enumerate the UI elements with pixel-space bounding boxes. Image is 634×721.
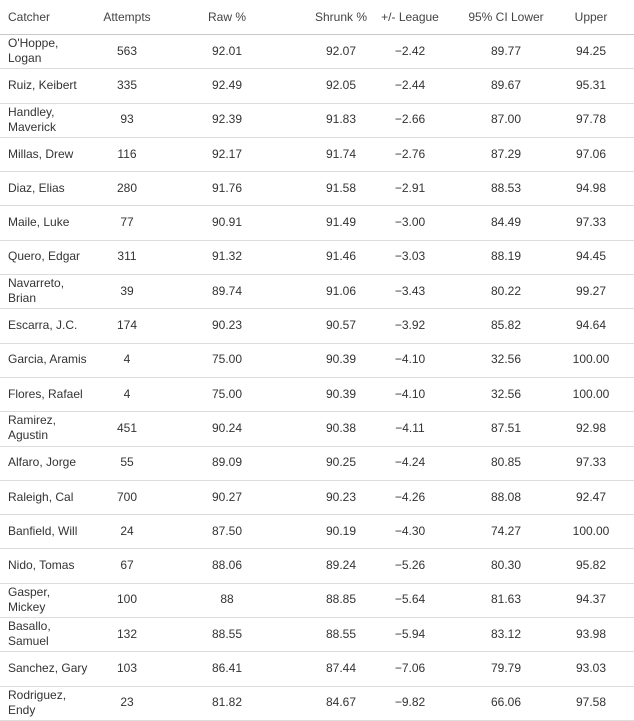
- cell-ci-lower: 80.22: [490, 283, 522, 298]
- header-plus-minus-league: +/- League: [381, 9, 439, 24]
- cell-attempts: 116: [117, 146, 137, 161]
- cell-attempts: 700: [116, 489, 138, 504]
- cell-attempts: 93: [120, 112, 134, 127]
- cell-ci-upper: 92.47: [575, 489, 607, 504]
- cell-ci-upper: 100.00: [572, 352, 610, 367]
- cell-raw-pct: 88.55: [211, 626, 243, 641]
- table-row: [0, 171, 634, 206]
- cell-ci-upper: 93.03: [575, 661, 607, 676]
- table-row: [0, 377, 634, 412]
- cell-plus-minus-league: −9.82: [394, 695, 426, 710]
- cell-ci-upper: 97.58: [575, 695, 607, 710]
- cell-shrunk-pct: 90.39: [325, 386, 357, 401]
- cell-catcher: Gasper, Mickey: [8, 584, 51, 614]
- cell-attempts: 335: [116, 77, 138, 92]
- cell-shrunk-pct: 91.46: [325, 249, 357, 264]
- cell-shrunk-pct: 91.58: [325, 180, 357, 195]
- table-row: [0, 137, 634, 172]
- cell-ci-lower: 80.30: [490, 558, 522, 573]
- cell-plus-minus-league: −2.76: [394, 146, 426, 161]
- table-row: [0, 651, 634, 686]
- cell-raw-pct: 92.01: [211, 43, 243, 58]
- cell-raw-pct: 75.00: [211, 352, 243, 367]
- cell-shrunk-pct: 90.38: [325, 420, 357, 435]
- cell-ci-lower: 88.08: [490, 489, 522, 504]
- cell-ci-lower: 80.85: [490, 455, 522, 470]
- cell-attempts: 451: [116, 420, 138, 435]
- cell-shrunk-pct: 88.55: [325, 626, 357, 641]
- cell-raw-pct: 91.76: [211, 180, 243, 195]
- cell-attempts: 23: [120, 695, 134, 710]
- cell-shrunk-pct: 90.57: [325, 318, 357, 333]
- cell-raw-pct: 90.27: [211, 489, 243, 504]
- cell-ci-lower: 88.19: [490, 249, 522, 264]
- cell-shrunk-pct: 88.85: [325, 592, 357, 607]
- table-row: [0, 514, 634, 549]
- cell-raw-pct: 81.82: [211, 695, 243, 710]
- cell-catcher: Ramirez, Agustin: [8, 413, 57, 443]
- cell-attempts: 55: [120, 455, 134, 470]
- cell-plus-minus-league: −2.66: [394, 112, 426, 127]
- cell-raw-pct: 88: [220, 592, 234, 607]
- cell-catcher: Raleigh, Cal: [8, 489, 74, 504]
- header-ci-lower: 95% CI Lower: [468, 9, 544, 24]
- cell-catcher: Quero, Edgar: [8, 249, 81, 264]
- cell-attempts: 4: [123, 386, 131, 401]
- cell-catcher: Rodriguez, Endy: [8, 687, 67, 717]
- cell-catcher: Banfield, Will: [8, 523, 78, 538]
- cell-catcher: Navarreto, Brian: [8, 276, 65, 306]
- cell-attempts: 103: [116, 661, 138, 676]
- cell-attempts: 67: [120, 558, 134, 573]
- cell-ci-upper: 95.82: [575, 558, 607, 573]
- table-row: [0, 274, 634, 309]
- cell-shrunk-pct: 90.19: [325, 523, 357, 538]
- table-row: [0, 480, 634, 515]
- table-row: [0, 446, 634, 481]
- cell-ci-upper: 97.06: [575, 146, 607, 161]
- cell-ci-lower: 87.29: [490, 146, 522, 161]
- cell-ci-lower: 81.63: [490, 592, 522, 607]
- cell-raw-pct: 90.24: [211, 420, 243, 435]
- cell-plus-minus-league: −3.92: [394, 318, 426, 333]
- cell-catcher: Flores, Rafael: [8, 386, 83, 401]
- cell-raw-pct: 88.06: [211, 558, 243, 573]
- cell-attempts: 100: [116, 592, 138, 607]
- cell-shrunk-pct: 92.05: [325, 77, 357, 92]
- cell-plus-minus-league: −5.94: [394, 626, 426, 641]
- cell-plus-minus-league: −4.24: [394, 455, 426, 470]
- cell-plus-minus-league: −4.11: [395, 420, 425, 435]
- cell-plus-minus-league: −2.44: [394, 77, 426, 92]
- cell-shrunk-pct: 90.39: [325, 352, 357, 367]
- cell-raw-pct: 86.41: [211, 661, 243, 676]
- cell-shrunk-pct: 91.49: [325, 215, 357, 230]
- table-row: [0, 240, 634, 275]
- cell-ci-lower: 32.56: [490, 352, 522, 367]
- cell-raw-pct: 92.39: [211, 112, 243, 127]
- cell-ci-upper: 92.98: [575, 420, 607, 435]
- header-attempts: Attempts: [103, 9, 151, 24]
- cell-attempts: 77: [120, 215, 134, 230]
- header-shrunk-pct: Shrunk %: [314, 9, 368, 24]
- cell-shrunk-pct: 91.06: [325, 283, 357, 298]
- cell-ci-lower: 83.12: [490, 626, 522, 641]
- cell-plus-minus-league: −3.00: [394, 215, 426, 230]
- cell-ci-upper: 97.33: [575, 455, 607, 470]
- cell-catcher: Nido, Tomas: [8, 558, 75, 573]
- cell-attempts: 24: [120, 523, 134, 538]
- cell-ci-upper: 94.45: [575, 249, 607, 264]
- cell-ci-upper: 93.98: [575, 626, 607, 641]
- cell-plus-minus-league: −5.64: [394, 592, 426, 607]
- cell-catcher: O'Hoppe, Logan: [8, 36, 59, 66]
- header-row: [0, 0, 634, 35]
- table-row: [0, 617, 634, 652]
- cell-shrunk-pct: 91.74: [325, 146, 357, 161]
- table-row: [0, 583, 634, 618]
- cell-attempts: 280: [116, 180, 138, 195]
- cell-raw-pct: 92.49: [211, 77, 243, 92]
- cell-raw-pct: 90.91: [211, 215, 243, 230]
- cell-ci-lower: 85.82: [490, 318, 522, 333]
- cell-shrunk-pct: 89.24: [325, 558, 357, 573]
- header-raw-pct: Raw %: [207, 9, 246, 24]
- cell-raw-pct: 91.32: [211, 249, 243, 264]
- cell-raw-pct: 92.17: [211, 146, 243, 161]
- header-catcher: Catcher: [8, 9, 51, 24]
- cell-ci-upper: 94.98: [575, 180, 607, 195]
- cell-plus-minus-league: −4.30: [394, 523, 426, 538]
- cell-plus-minus-league: −4.10: [394, 386, 426, 401]
- cell-catcher: Ruiz, Keibert: [8, 77, 77, 92]
- table-row: [0, 686, 634, 721]
- cell-ci-lower: 32.56: [490, 386, 522, 401]
- cell-catcher: Diaz, Elias: [8, 180, 65, 195]
- cell-attempts: 563: [116, 43, 138, 58]
- cell-ci-upper: 94.64: [575, 318, 607, 333]
- cell-attempts: 174: [116, 318, 138, 333]
- cell-ci-upper: 100.00: [572, 523, 610, 538]
- cell-ci-lower: 66.06: [490, 695, 522, 710]
- cell-ci-upper: 97.78: [575, 112, 607, 127]
- cell-attempts: 39: [120, 283, 134, 298]
- cell-shrunk-pct: 92.07: [325, 43, 357, 58]
- table-row: [0, 206, 634, 241]
- cell-shrunk-pct: 87.44: [325, 661, 357, 676]
- cell-catcher: Garcia, Aramis: [8, 352, 87, 367]
- table-row: [0, 549, 634, 584]
- cell-ci-upper: 95.31: [575, 77, 607, 92]
- cell-attempts: 4: [123, 352, 131, 367]
- header-ci-upper: Upper: [574, 9, 608, 24]
- cell-ci-upper: 97.33: [575, 215, 607, 230]
- cell-catcher: Handley, Maverick: [8, 104, 57, 134]
- cell-ci-upper: 99.27: [575, 283, 607, 298]
- cell-plus-minus-league: −5.26: [394, 558, 426, 573]
- cell-catcher: Millas, Drew: [8, 146, 74, 161]
- cell-plus-minus-league: −4.10: [394, 352, 426, 367]
- table-row: [0, 34, 634, 69]
- cell-ci-lower: 74.27: [490, 523, 522, 538]
- cell-shrunk-pct: 90.25: [325, 455, 357, 470]
- cell-ci-lower: 89.67: [490, 77, 522, 92]
- cell-catcher: Basallo, Samuel: [8, 619, 51, 649]
- cell-shrunk-pct: 84.67: [325, 695, 357, 710]
- cell-ci-lower: 89.77: [490, 43, 522, 58]
- cell-shrunk-pct: 91.83: [325, 112, 357, 127]
- cell-ci-upper: 94.25: [575, 43, 607, 58]
- cell-catcher: Sanchez, Gary: [8, 661, 88, 676]
- cell-plus-minus-league: −2.42: [394, 43, 426, 58]
- cell-catcher: Alfaro, Jorge: [8, 455, 77, 470]
- cell-raw-pct: 89.09: [211, 455, 243, 470]
- cell-attempts: 311: [117, 249, 137, 264]
- cell-raw-pct: 90.23: [211, 318, 243, 333]
- cell-ci-lower: 87.51: [490, 420, 522, 435]
- table-row: [0, 308, 634, 343]
- cell-plus-minus-league: −3.03: [394, 249, 426, 264]
- table-row: [0, 103, 634, 138]
- cell-catcher: Escarra, J.C.: [8, 318, 78, 333]
- cell-plus-minus-league: −3.43: [394, 283, 426, 298]
- cell-ci-lower: 87.00: [490, 112, 522, 127]
- cell-attempts: 132: [116, 626, 138, 641]
- cell-catcher: Maile, Luke: [8, 215, 70, 230]
- cell-plus-minus-league: −7.06: [394, 661, 426, 676]
- cell-ci-upper: 94.37: [575, 592, 607, 607]
- cell-plus-minus-league: −4.26: [394, 489, 426, 504]
- cell-ci-lower: 88.53: [490, 180, 522, 195]
- cell-raw-pct: 75.00: [211, 386, 243, 401]
- cell-raw-pct: 87.50: [211, 523, 243, 538]
- cell-plus-minus-league: −2.91: [394, 180, 426, 195]
- table-row: [0, 68, 634, 103]
- cell-raw-pct: 89.74: [211, 283, 243, 298]
- table-row: [0, 411, 634, 446]
- cell-shrunk-pct: 90.23: [325, 489, 357, 504]
- table-row: [0, 343, 634, 378]
- cell-ci-lower: 84.49: [490, 215, 522, 230]
- cell-ci-lower: 79.79: [490, 661, 522, 676]
- cell-ci-upper: 100.00: [572, 386, 610, 401]
